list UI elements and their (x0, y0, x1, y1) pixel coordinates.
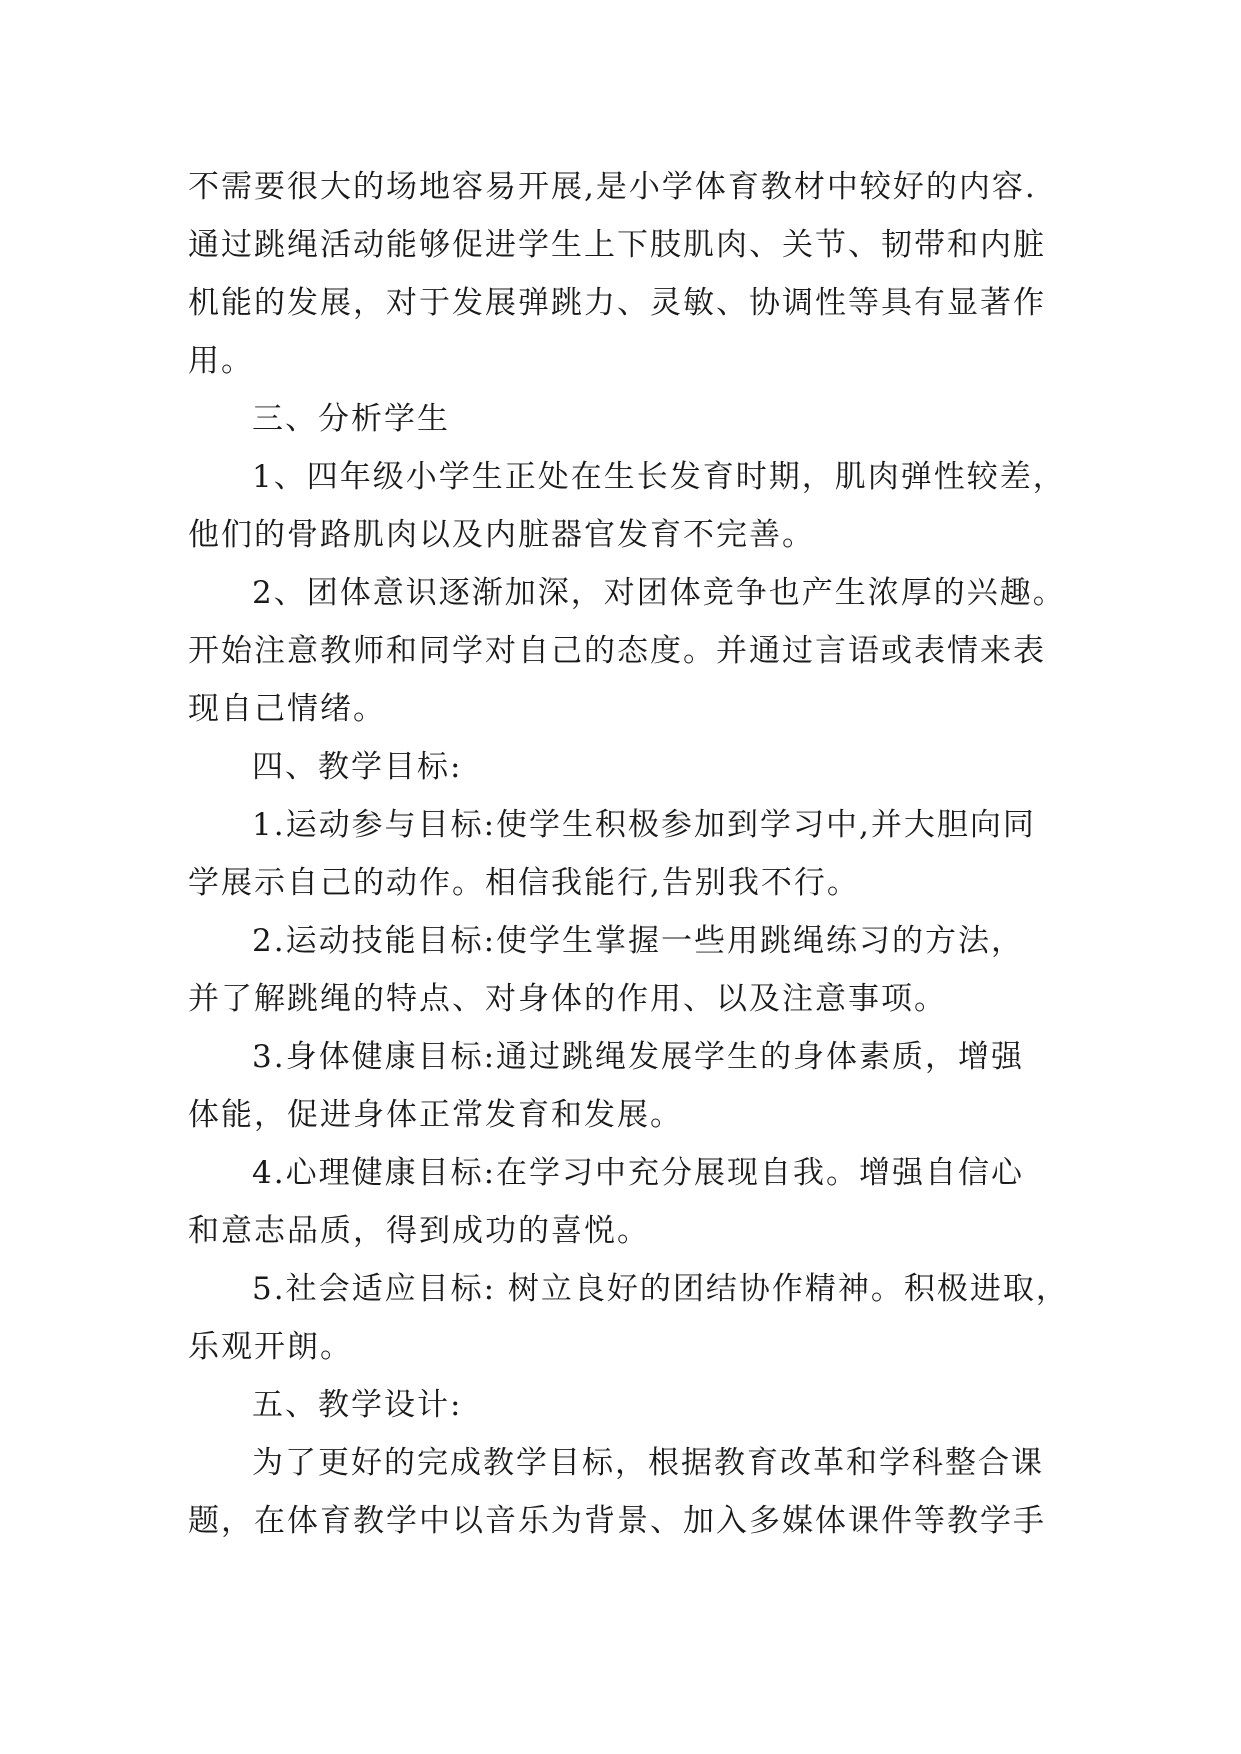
text-line: 题，在体育教学中以音乐为背景、加入多媒体课件等教学手 (188, 1503, 1046, 1539)
text-line: 2、团体意识逐渐加深，对团体竞争也产生浓厚的兴趣。 (252, 575, 1066, 611)
text-line: 乐观开朗。 (188, 1329, 353, 1365)
text-line: 为了更好的完成教学目标，根据教育改革和学科整合课 (252, 1445, 1044, 1481)
text-line: 学展示自己的动作。相信我能行,告别我不行。 (188, 865, 860, 901)
section-heading: 四、教学目标: (252, 749, 463, 785)
text-line: 机能的发展，对于发展弹跳力、灵敏、协调性等具有显著作 (188, 285, 1046, 321)
section-heading: 三、分析学生 (252, 401, 450, 437)
text-line: 1、四年级小学生正处在生长发育时期，肌肉弹性较差， (252, 459, 1066, 495)
text-line: 并了解跳绳的特点、对身体的作用、以及注意事项。 (188, 981, 947, 1017)
text-line: 4.心理健康目标:在学习中充分展现自我。增强自信心 (252, 1155, 1025, 1191)
text-line: 开始注意教师和同学对自己的态度。并通过言语或表情来表 (188, 633, 1046, 669)
text-line: 3.身体健康目标:通过跳绳发展学生的身体素质，增强 (252, 1039, 1025, 1075)
text-line: 他们的骨路肌肉以及内脏器官发育不完善。 (188, 517, 815, 553)
text-line: 现自己情绪。 (188, 691, 386, 727)
section-heading: 五、教学设计: (252, 1387, 463, 1423)
text-line: 用。 (188, 343, 254, 379)
text-line: 5.社会适应目标: 树立良好的团结协作精神。积极进取， (252, 1271, 1069, 1307)
document-body (188, 158, 1068, 1550)
text-line: 通过跳绳活动能够促进学生上下肢肌肉、关节、韧带和内脏 (188, 227, 1046, 263)
text-line: 和意志品质，得到成功的喜悦。 (188, 1213, 650, 1249)
text-line: 1.运动参与目标:使学生积极参加到学习中,并大胆向同 (252, 807, 1036, 843)
text-line: 体能，促进身体正常发育和发展。 (188, 1097, 683, 1133)
text-line: 不需要很大的场地容易开展,是小学体育教材中较好的内容. (188, 169, 1037, 205)
text-line: 2.运动技能目标:使学生掌握一些用跳绳练习的方法， (252, 923, 1025, 959)
